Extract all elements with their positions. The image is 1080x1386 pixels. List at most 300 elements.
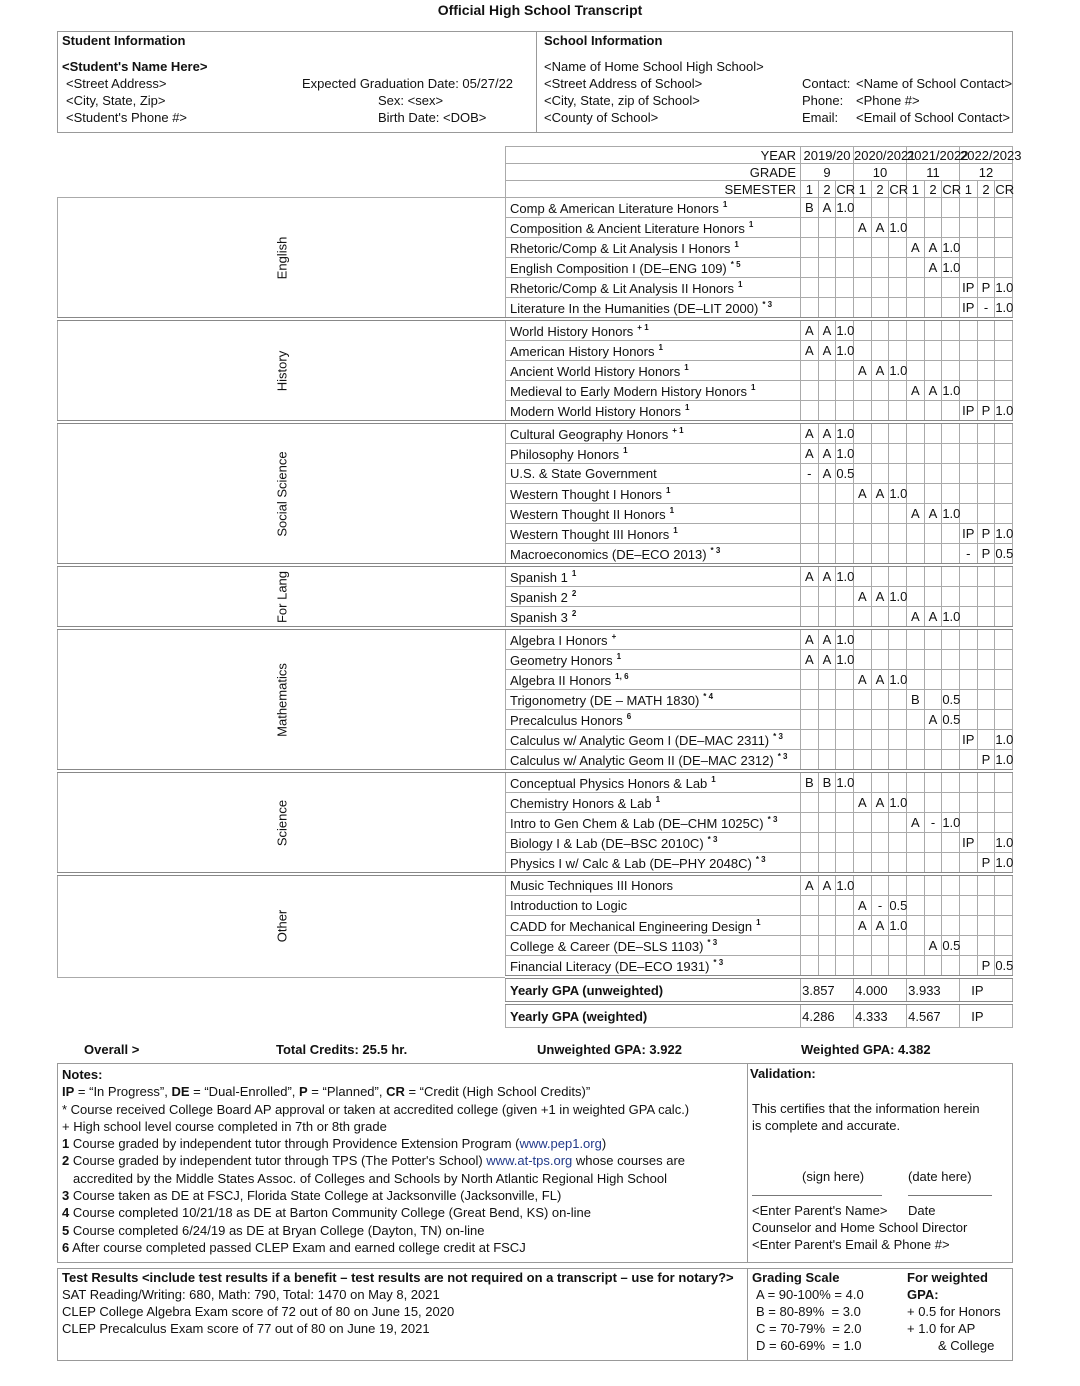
course-footnote: 1 xyxy=(750,382,756,392)
grade-cell xyxy=(836,524,854,544)
grade-cell xyxy=(889,298,907,320)
course-title: U.S. & State Government xyxy=(510,466,657,481)
grade-cell xyxy=(960,793,978,813)
grade-cell xyxy=(818,896,836,916)
grade-cell xyxy=(854,565,872,587)
header-spacer xyxy=(58,181,506,198)
grade-cell: 1.0 xyxy=(889,916,907,936)
grade-cell xyxy=(889,319,907,341)
grade-cell xyxy=(889,544,907,566)
grade-cell xyxy=(942,361,960,381)
grade-cell: A xyxy=(818,464,836,484)
grade-cell xyxy=(907,464,925,484)
course-title: Music Techniques III Honors xyxy=(510,878,674,893)
note-text: accredited by the Middle States Assoc. of Colleges and Schools by North Atlantic Regional High School xyxy=(73,1170,668,1186)
grade-cell xyxy=(801,298,819,320)
course-name xyxy=(506,381,801,401)
grade-cell xyxy=(907,771,925,793)
grade-cell xyxy=(960,319,978,341)
grade-cell: B xyxy=(818,771,836,793)
course-name xyxy=(506,607,801,629)
grade-cell xyxy=(924,464,942,484)
grade-cell: 1.0 xyxy=(889,218,907,238)
course-name xyxy=(506,690,801,710)
grade-cell xyxy=(977,258,995,278)
section-label xyxy=(58,771,506,874)
gpa-spacer-cell xyxy=(836,1003,854,1028)
grade-cell: 1.0 xyxy=(942,381,960,401)
grade-cell xyxy=(960,628,978,650)
grade-cell xyxy=(818,750,836,772)
grade-cell xyxy=(854,381,872,401)
grade-cell xyxy=(924,956,942,978)
grade-cell: 1.0 xyxy=(995,730,1013,750)
grade-cell xyxy=(871,444,889,464)
grade-cell xyxy=(924,750,942,772)
course-title: Spanish 3 xyxy=(510,609,568,625)
grade-cell: A xyxy=(818,628,836,650)
grade-cell xyxy=(942,565,960,587)
grade-cell xyxy=(977,650,995,670)
note-star: * Course received College Board AP approval or taken at accredited college (given +1 in weighted GPA calc.) xyxy=(62,1101,690,1117)
course-footnote: 1 xyxy=(666,485,671,495)
grade-cell xyxy=(995,710,1013,730)
grade-cell xyxy=(889,401,907,423)
grade-cell: A xyxy=(871,916,889,936)
course-name xyxy=(506,628,801,650)
test-line: CLEP College Algebra Exam score of 72 out of 80 on June 15, 2020 xyxy=(62,1304,455,1319)
grade-cell xyxy=(942,730,960,750)
grade-cell xyxy=(889,422,907,444)
grade-cell: A xyxy=(924,238,942,258)
course-name xyxy=(506,464,801,484)
grade-cell xyxy=(924,484,942,504)
course-title: World History Honors xyxy=(510,323,634,339)
grade-cell xyxy=(977,670,995,690)
grade-cell xyxy=(995,896,1013,916)
course-name xyxy=(506,936,801,956)
course-name xyxy=(506,444,801,464)
grade-cell: 0.5 xyxy=(942,710,960,730)
grade-cell xyxy=(818,690,836,710)
gpa-value: 4.333 xyxy=(854,1003,889,1028)
table-row xyxy=(58,319,1013,341)
course-title: English Composition I (DE–ENG 109) xyxy=(510,260,727,276)
grade-cell xyxy=(977,813,995,833)
grade-cell xyxy=(960,956,978,978)
grade-cell xyxy=(977,238,995,258)
grade-cell xyxy=(871,833,889,853)
grade-cell: P xyxy=(977,853,995,875)
course-footnote: 1 xyxy=(623,445,628,455)
grade-cell xyxy=(977,198,995,218)
course-title: Ancient World History Honors xyxy=(510,363,681,379)
course-footnote: 1 xyxy=(756,917,761,927)
grade-cell xyxy=(960,198,978,218)
grade-cell xyxy=(995,464,1013,484)
grade-cell: 12 xyxy=(960,164,1013,181)
grade-cell xyxy=(977,422,995,444)
notes xyxy=(62,1066,689,1256)
grade-cell xyxy=(995,361,1013,381)
course-footnote: 1 xyxy=(711,774,716,784)
grade-cell xyxy=(942,874,960,896)
grade-cell xyxy=(854,238,872,258)
school-street: <Street Address of School> xyxy=(544,76,703,91)
grade-cell xyxy=(960,607,978,629)
grade-cell xyxy=(924,401,942,423)
section-label xyxy=(58,628,506,771)
note-text: Course completed 10/21/18 as DE at Barton Community College (Great Bend, KS) on-line xyxy=(72,1205,591,1221)
grade-cell xyxy=(907,198,925,218)
grade-cell xyxy=(871,504,889,524)
grade-cell xyxy=(995,381,1013,401)
header-spacer xyxy=(58,147,506,164)
grade-cell: B xyxy=(907,690,925,710)
grade-cell xyxy=(871,319,889,341)
weighted-line: + 1.0 for AP xyxy=(907,1321,976,1336)
grade-cell xyxy=(836,238,854,258)
overall-unweighted-gpa: Unweighted GPA: 3.922 xyxy=(537,1042,682,1057)
school-city: <City, State, zip of School> xyxy=(544,93,700,108)
course-footnote: * 3 xyxy=(777,751,788,761)
grade-cell xyxy=(836,587,854,607)
grade-cell xyxy=(836,401,854,423)
course-title: Biology I & Lab (DE–BSC 2010C) xyxy=(510,835,704,851)
course-name xyxy=(506,710,801,730)
grade-cell xyxy=(907,730,925,750)
grade-cell xyxy=(995,504,1013,524)
note-number: 6 xyxy=(62,1239,70,1255)
grade-cell xyxy=(924,319,942,341)
grade-cell xyxy=(960,916,978,936)
grade-cell xyxy=(818,956,836,978)
semester-cell: 1 xyxy=(907,181,925,198)
grade-cell xyxy=(889,565,907,587)
semester-cell: 1 xyxy=(854,181,872,198)
notes-heading: Notes: xyxy=(62,1067,103,1082)
grade-cell: P xyxy=(977,401,995,423)
grade-cell: P xyxy=(977,956,995,978)
grade-cell xyxy=(801,670,819,690)
course-title: Western Thought II Honors xyxy=(510,506,666,522)
grade-cell xyxy=(818,730,836,750)
grade-cell xyxy=(942,853,960,875)
grade-cell xyxy=(889,690,907,710)
course-name xyxy=(506,504,801,524)
sign-here[interactable]: (sign here) xyxy=(802,1169,865,1184)
grade-cell xyxy=(871,198,889,218)
grade-cell xyxy=(977,319,995,341)
course-name xyxy=(506,319,801,341)
course-footnote: + 1 xyxy=(637,322,649,332)
grade-cell xyxy=(907,422,925,444)
grade-cell xyxy=(818,504,836,524)
grade-cell xyxy=(889,853,907,875)
grade-cell xyxy=(907,258,925,278)
legend-value: = “Planned”, xyxy=(307,1084,387,1100)
tests-box xyxy=(57,1268,1013,1361)
grade-cell xyxy=(818,401,836,423)
grade-cell: 0.5 xyxy=(889,896,907,916)
course-name xyxy=(506,650,801,670)
grade-cell xyxy=(977,690,995,710)
grade-cell: A xyxy=(818,565,836,587)
course-title: Western Thought III Honors xyxy=(510,526,670,542)
grade-cell xyxy=(854,833,872,853)
grade-cell xyxy=(871,401,889,423)
semester-cell: 2 xyxy=(871,181,889,198)
grade-cell xyxy=(889,771,907,793)
gpa-row xyxy=(58,977,1013,1003)
grade-cell: 1.0 xyxy=(889,793,907,813)
grade-cell xyxy=(889,198,907,218)
grade-cell: 1.0 xyxy=(942,813,960,833)
grade-cell xyxy=(889,464,907,484)
grade-cell xyxy=(924,793,942,813)
student-phone: <Student's Phone #> xyxy=(66,110,188,125)
grade-cell xyxy=(818,278,836,298)
note-line xyxy=(62,1204,689,1221)
grade-cell xyxy=(942,956,960,978)
table-row xyxy=(58,565,1013,587)
grade-cell: P xyxy=(977,524,995,544)
student-street: <Street Address> xyxy=(66,76,167,91)
grade-cell xyxy=(836,670,854,690)
grade-cell: A xyxy=(854,218,872,238)
note-after: ) xyxy=(601,1136,607,1152)
grade-cell xyxy=(960,218,978,238)
grade-cell: IP xyxy=(960,298,978,320)
student-city: <City, State, Zip> xyxy=(66,93,166,108)
grade-cell: 1.0 xyxy=(836,319,854,341)
course-footnote: 2 xyxy=(571,588,577,598)
grade-cell: A xyxy=(854,896,872,916)
grade-cell: 1.0 xyxy=(836,874,854,896)
grade-cell xyxy=(995,607,1013,629)
grade-cell xyxy=(836,956,854,978)
grade-cell: A xyxy=(801,565,819,587)
student-sex: Sex: <sex> xyxy=(378,93,444,108)
course-footnote: 6 xyxy=(626,711,632,721)
course-footnote: + xyxy=(611,631,617,641)
course-name xyxy=(506,298,801,320)
overall-weighted-gpa: Weighted GPA: 4.382 xyxy=(801,1042,931,1057)
grade-cell xyxy=(995,813,1013,833)
grade-cell xyxy=(924,361,942,381)
course-footnote: * 3 xyxy=(773,731,783,741)
grade-cell: 1.0 xyxy=(889,484,907,504)
course-title: Introduction to Logic xyxy=(510,898,628,913)
notes-box xyxy=(57,1063,1013,1263)
grade-cell xyxy=(942,401,960,423)
grade-cell: A xyxy=(818,198,836,218)
grade-cell xyxy=(942,298,960,320)
grade-cell: A xyxy=(818,650,836,670)
grade-cell xyxy=(960,690,978,710)
grade-cell xyxy=(854,936,872,956)
header-spacer xyxy=(58,164,506,181)
legend-value: = “Credit (High School Credits)” xyxy=(404,1084,591,1100)
grade-cell xyxy=(818,916,836,936)
grade-cell xyxy=(924,524,942,544)
grade-cell xyxy=(907,710,925,730)
grade-cell xyxy=(801,238,819,258)
grade-cell xyxy=(977,464,995,484)
course-footnote: 1 xyxy=(737,279,743,289)
grade-cell xyxy=(854,198,872,218)
grade-cell: A xyxy=(854,484,872,504)
grade-cell xyxy=(907,750,925,772)
course-name xyxy=(506,258,801,278)
grade-cell xyxy=(924,896,942,916)
grade-cell xyxy=(889,833,907,853)
course-title: Chemistry Honors & Lab xyxy=(510,795,652,811)
grade-cell: 1.0 xyxy=(942,258,960,278)
grade-cell xyxy=(960,361,978,381)
grade-cell xyxy=(871,771,889,793)
grade-cell xyxy=(871,544,889,566)
grade-cell xyxy=(889,730,907,750)
grade-cell xyxy=(801,853,819,875)
grade-cell xyxy=(871,341,889,361)
grade-cell xyxy=(836,833,854,853)
grade-cell xyxy=(960,853,978,875)
note-text: After course completed passed CLEP Exam and earned college credit at FSCJ xyxy=(72,1239,526,1255)
note-link[interactable]: www.at-tps.org xyxy=(486,1153,573,1169)
course-footnote: + 1 xyxy=(672,425,684,435)
grade-cell: 1.0 xyxy=(995,401,1013,423)
course-title: Intro to Gen Chem & Lab (DE–CHM 1025C) xyxy=(510,815,764,831)
grade-cell xyxy=(889,607,907,629)
grade-cell xyxy=(995,936,1013,956)
grade-cell xyxy=(889,956,907,978)
grade-cell: 1.0 xyxy=(995,524,1013,544)
grade-cell: - xyxy=(960,544,978,566)
grade-cell xyxy=(836,504,854,524)
semester-cell: CR xyxy=(942,181,962,197)
note-text: Course taken as DE at FSCJ, Florida State College at Jacksonville (Jacksonville, FL) xyxy=(72,1188,562,1204)
grade-cell xyxy=(836,258,854,278)
course-name xyxy=(506,422,801,444)
grade-cell xyxy=(942,341,960,361)
grade-cell xyxy=(977,607,995,629)
grade-cell: 1.0 xyxy=(836,650,854,670)
course-title: Algebra I Honors xyxy=(510,632,608,648)
grade-cell xyxy=(801,381,819,401)
course-footnote: 1 xyxy=(734,239,739,249)
grade-cell xyxy=(977,833,995,853)
note-number: 2 xyxy=(62,1153,70,1169)
grade-cell: 1.0 xyxy=(836,198,854,218)
grade-cell xyxy=(818,381,836,401)
gpa-label: Yearly GPA (weighted) xyxy=(506,1003,801,1028)
grade-cell xyxy=(836,730,854,750)
date-here[interactable]: (date here) xyxy=(908,1169,972,1184)
grade-cell xyxy=(995,319,1013,341)
grade-cell xyxy=(871,690,889,710)
grade-cell xyxy=(801,484,819,504)
grade-cell xyxy=(942,670,960,690)
grade-cell xyxy=(942,544,960,566)
grade-cell xyxy=(818,587,836,607)
grade-cell: A xyxy=(801,422,819,444)
gpa-label: Yearly GPA (unweighted) xyxy=(506,977,801,1003)
grade-cell xyxy=(977,381,995,401)
grade-cell xyxy=(907,956,925,978)
school-contact: <Name of School Contact> xyxy=(856,76,1013,91)
grade-cell xyxy=(818,670,836,690)
grade-cell xyxy=(801,544,819,566)
grade-cell: A xyxy=(924,258,942,278)
grade-cell xyxy=(942,464,960,484)
grade-cell xyxy=(907,628,925,650)
grade-cell xyxy=(907,544,925,566)
grade-cell xyxy=(889,444,907,464)
grade-cell xyxy=(871,813,889,833)
year-cell: 2019/20 xyxy=(801,147,854,164)
legend-key: CR xyxy=(386,1084,405,1100)
grade-cell xyxy=(836,853,854,875)
grade-cell: 1.0 xyxy=(889,587,907,607)
semester-cell: 1 xyxy=(960,181,978,198)
date-label: Date xyxy=(908,1203,936,1218)
note-line xyxy=(62,1083,689,1100)
gpa-spacer-cell xyxy=(889,1003,907,1028)
course-title: CADD for Mechanical Engineering Design xyxy=(510,918,753,934)
grade-cell xyxy=(977,771,995,793)
course-footnote: 1 xyxy=(722,199,728,209)
grade-cell xyxy=(995,650,1013,670)
grade-cell xyxy=(977,565,995,587)
grade-cell xyxy=(960,896,978,916)
grade-cell xyxy=(995,484,1013,504)
legend-key: IP xyxy=(62,1084,75,1100)
gpa-value: 3.933 xyxy=(907,977,942,1003)
grade-cell xyxy=(942,319,960,341)
grade-cell xyxy=(818,484,836,504)
grade-cell: A xyxy=(818,874,836,896)
note-link[interactable]: www.pep1.org xyxy=(519,1136,602,1152)
grade-cell: A xyxy=(871,484,889,504)
grade-cell: A xyxy=(801,444,819,464)
grade-cell xyxy=(889,258,907,278)
grade-cell xyxy=(801,690,819,710)
weighted-sub: GPA: xyxy=(907,1287,939,1302)
grade-cell xyxy=(977,896,995,916)
course-footnote: * 3 xyxy=(707,834,718,844)
course-title: Conceptual Physics Honors & Lab xyxy=(510,775,708,791)
grade-cell xyxy=(907,936,925,956)
grade-cell: 9 xyxy=(801,164,854,181)
grade-cell xyxy=(995,198,1013,218)
grade-cell xyxy=(960,381,978,401)
semester-cell: CR xyxy=(836,181,856,197)
grade-cell xyxy=(801,793,819,813)
note-plus: + High school level course completed in 7th or 8th grade xyxy=(62,1118,387,1134)
grade-cell xyxy=(907,401,925,423)
grade-cell: A xyxy=(907,813,925,833)
grade-cell xyxy=(801,524,819,544)
grade-cell xyxy=(977,730,995,750)
grade-cell xyxy=(836,278,854,298)
grade-cell xyxy=(871,607,889,629)
grade-cell xyxy=(907,793,925,813)
grade-scale: B = 80-89% = 3.0 xyxy=(756,1304,861,1319)
grade-cell xyxy=(801,504,819,524)
grade-cell: P xyxy=(977,278,995,298)
legend-key: DE xyxy=(171,1084,190,1100)
